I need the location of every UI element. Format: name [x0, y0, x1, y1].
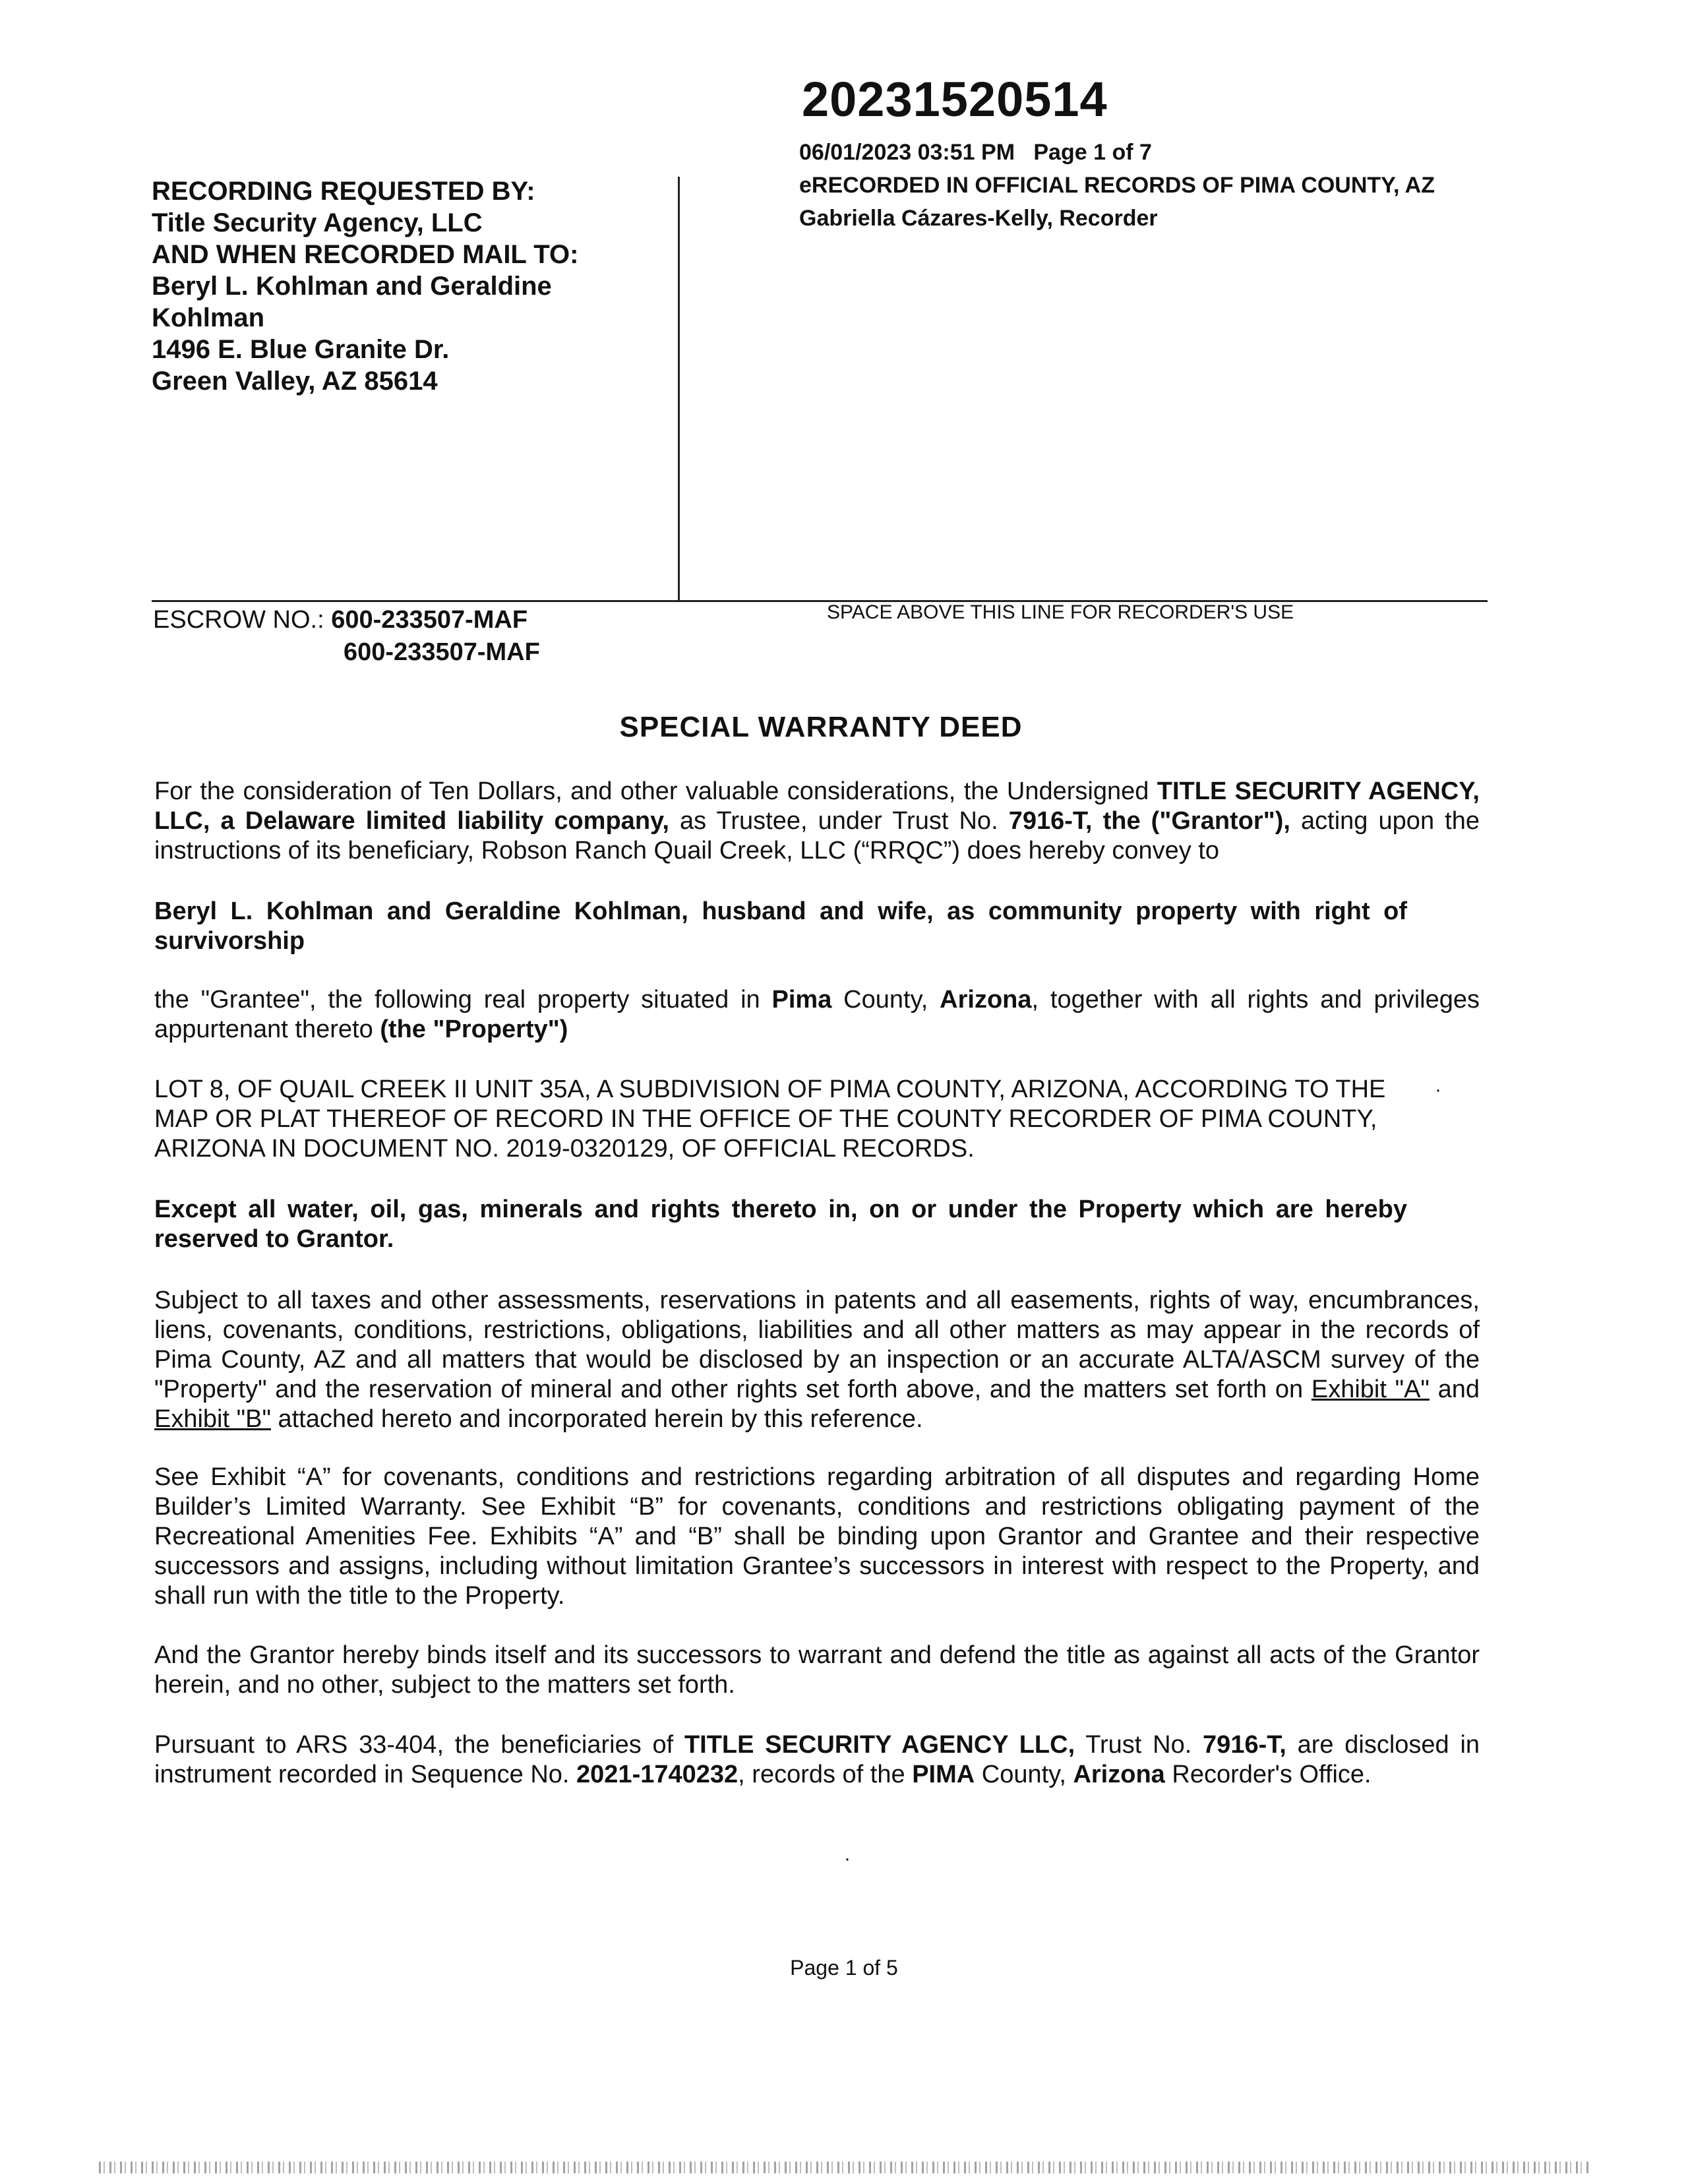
state-name: Arizona	[940, 986, 1032, 1014]
property-term: (the "Property")	[380, 1016, 568, 1043]
escrow-number	[153, 603, 528, 637]
recording-info	[799, 136, 1435, 235]
ars-text: are disclosed in instrument recorded in Sequence No.	[154, 1731, 1480, 1788]
grantee-clause	[154, 985, 1480, 1045]
recorder-space-note: SPACE ABOVE THIS LINE FOR RECORDER'S USE	[827, 601, 1294, 623]
page-info: Page 1 of 7	[1033, 140, 1152, 165]
subject-clause	[154, 1286, 1480, 1434]
grantee-names: Beryl L. Kohlman and Geraldine Kohlman, husband and wife, as community property with right of survivorship	[154, 897, 1407, 955]
escrow-label: ESCROW NO.:	[153, 606, 324, 634]
county-name: PIMA	[912, 1761, 975, 1788]
recorder-name: Gabriella Cázares-Kelly, Recorder	[799, 206, 1158, 231]
consideration-paragraph	[154, 777, 1480, 866]
subject-text: Subject to all taxes and other assessments, reservations in patents and all easements, rights of way, encumbrances, liens, covenants, conditions, restrictions, obligations, liabilities and all other matters as may appear in the records of Pima County, AZ and all matters that would be disclosed by an inspection or an accurate ALTA/ASCM survey of the "Property" and the reservation of mineral and other rights set forth above, and the matters set forth on	[154, 1287, 1480, 1403]
sequence-number: 2021-1740232	[576, 1761, 738, 1788]
deed-title: SPECIAL WARRANTY DEED	[619, 711, 1023, 743]
subject-text: attached hereto and incorporated herein by this reference.	[270, 1405, 923, 1433]
grantee-text: County,	[831, 986, 940, 1014]
grantor-name: TITLE SECURITY AGENCY, LLC, a Delaware limited liability company,	[154, 777, 1480, 835]
ars-text: County,	[975, 1761, 1073, 1788]
grantee-text: the "Grantee", the following real property situated in	[154, 986, 772, 1014]
grantee-text: , together with all rights and privileges appurtenant thereto	[154, 986, 1480, 1043]
ars-text: Trust No.	[1075, 1731, 1203, 1759]
request-line: Green Valley, AZ 85614	[152, 367, 438, 396]
request-line: AND WHEN RECORDED MAIL TO:	[152, 240, 579, 269]
legal-description: LOT 8, OF QUAIL CREEK II UNIT 35A, A SUBDIVISION OF PIMA COUNTY, ARIZONA, ACCORDING TO THE MAP OR PLAT THEREOF OF RECORD IN THE OFFICE OF THE COUNTY RECORDER OF PIMA COUNTY, ARIZONA IN DOCUMENT NO. 2019-0320129, OF OFFICIAL RECORDS.	[154, 1076, 1386, 1163]
record-datetime: 06/01/2023 03:51 PM	[799, 140, 1015, 165]
request-line: RECORDING REQUESTED BY:	[152, 177, 535, 206]
page-footer: Page 1 of 5	[790, 1956, 898, 1980]
exhibit-paragraph: See Exhibit “A” for covenants, conditions and restrictions regarding arbitration of all disputes and regarding Home Builder’s Limited Warranty. See Exhibit “B” for covenants, conditions and restrictions obligating payment of the Recreational Amenities Fee. Exhibits “A” and “B” shall be binding upon Grantor and Grantee and their respective successors and assigns, including without limitation Grantee’s successors in interest with respect to the Property, and shall run with the title to the Property.	[154, 1463, 1480, 1610]
scan-mark: ·	[1435, 1079, 1441, 1101]
scan-mark: ·	[844, 1848, 851, 1869]
escrow-number-2: 600-233507-MAF	[344, 638, 540, 666]
subject-text: and	[1429, 1376, 1480, 1403]
consideration-text: as Trustee, under Trust No.	[669, 807, 1009, 835]
request-line: 1496 E. Blue Granite Dr.	[152, 335, 450, 364]
scan-barcode-strip	[99, 2162, 1589, 2173]
ars-text: , records of the	[738, 1761, 913, 1788]
ars-text: Pursuant to ARS 33-404, the beneficiaries of	[154, 1731, 684, 1759]
recorded-in: eRECORDED IN OFFICIAL RECORDS OF PIMA COUNTY, AZ	[799, 173, 1435, 198]
request-line: Kohlman	[152, 303, 265, 332]
warranty-paragraph: And the Grantor hereby binds itself and its successors to warrant and defend the title as against all acts of the Grantor herein, and no other, subject to the matters set forth.	[154, 1641, 1480, 1699]
request-line: Title Security Agency, LLC	[152, 208, 483, 237]
consideration-text: For the consideration of Ten Dollars, and other valuable considerations, the Undersigned	[154, 777, 1157, 805]
trust-number: 7916-T, the ("Grantor"),	[1008, 807, 1290, 835]
document-number: 20231520514	[802, 72, 1108, 127]
exhibit-a-link: Exhibit "A"	[1311, 1376, 1430, 1403]
ars-paragraph	[154, 1730, 1480, 1790]
state-name: Arizona	[1073, 1761, 1165, 1788]
except-clause: Except all water, oil, gas, minerals and rights thereto in, on or under the Property which are hereby reserved to Grantor.	[154, 1196, 1407, 1253]
ars-text: Recorder's Office.	[1164, 1761, 1372, 1788]
consideration-text: acting upon the instructions of its beneficiary, Robson Ranch Quail Creek, LLC (“RRQC”) does hereby convey to	[154, 807, 1480, 864]
trust-number: 7916-T,	[1203, 1731, 1286, 1759]
county-name: Pima	[771, 986, 832, 1014]
escrow-number-1: 600-233507-MAF	[331, 606, 528, 634]
request-line: Beryl L. Kohlman and Geraldine	[152, 272, 552, 301]
recording-request-block	[152, 175, 679, 397]
agency-name: TITLE SECURITY AGENCY LLC,	[684, 1731, 1075, 1759]
exhibit-b-link: Exhibit "B"	[154, 1405, 271, 1433]
vertical-divider	[678, 177, 680, 601]
